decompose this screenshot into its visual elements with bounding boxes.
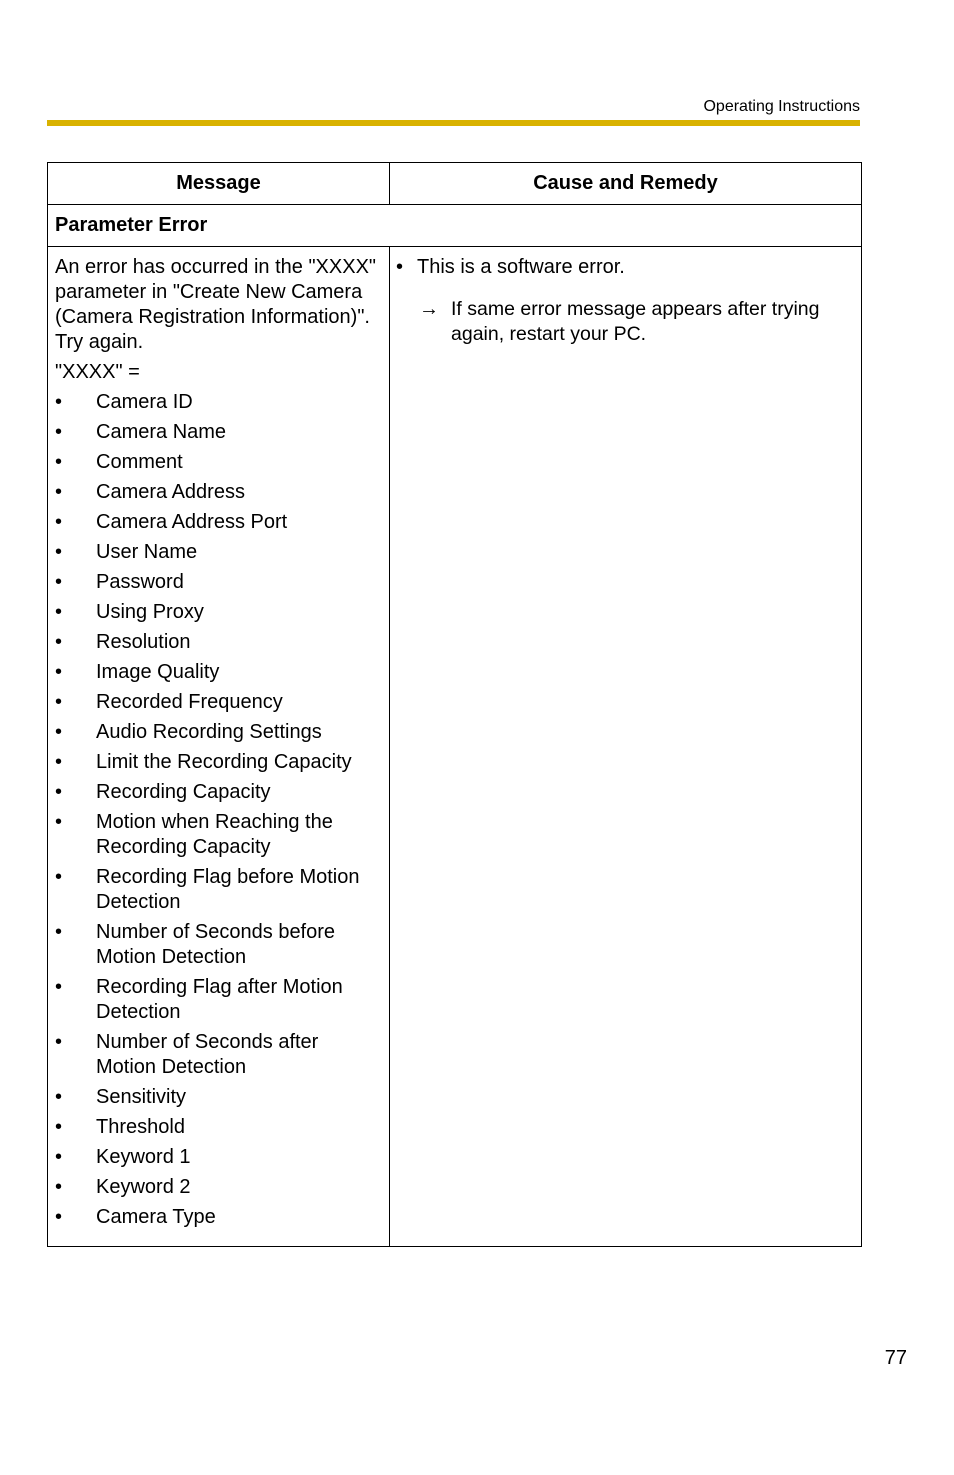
list-item (55, 570, 381, 595)
error-table (47, 162, 862, 1247)
list-item (55, 600, 381, 625)
parameter-name: Audio Recording Settings (96, 721, 322, 743)
parameter-name: Sensitivity (96, 1086, 187, 1108)
parameter-name: Camera Type (96, 1206, 216, 1228)
list-item (55, 1175, 381, 1200)
parameter-name: Camera Address (96, 481, 245, 503)
message-parameter-label: "XXXX" = (55, 361, 140, 383)
parameter-name: Recorded Frequency (96, 691, 283, 713)
bullet-icon: • (55, 421, 63, 443)
parameter-name: Resolution (96, 631, 191, 653)
list-item (55, 630, 381, 655)
list-item (55, 690, 381, 715)
bullet-icon: • (55, 751, 63, 773)
parameter-name: User Name (96, 541, 198, 563)
parameter-name: Limit the Recording Capacity (96, 751, 352, 773)
bullet-icon: • (55, 481, 63, 503)
column-header-message: Message (48, 163, 390, 205)
list-item (55, 750, 381, 775)
list-item (55, 480, 381, 505)
table-header-row (48, 163, 862, 205)
parameter-name: Image Quality (96, 661, 220, 683)
bullet-icon: • (55, 631, 63, 653)
list-item (55, 1085, 381, 1110)
message-text: An error has occurred in the "XXXX" parameter in "Create New Camera (Camera Registration Information)". Try again. (55, 256, 377, 353)
list-item (55, 510, 381, 535)
parameter-name: Keyword 1 (96, 1146, 191, 1168)
parameter-name: Recording Flag before Motion Detection (96, 866, 360, 913)
bullet-icon: • (396, 256, 404, 278)
running-header: Operating Instructions (703, 98, 860, 115)
section-title: Parameter Error (48, 205, 862, 247)
bullet-icon: • (55, 661, 63, 683)
bullet-icon: • (55, 601, 63, 623)
parameter-name: Motion when Reaching the Recording Capacity (96, 811, 333, 858)
list-item (55, 865, 381, 915)
bullet-icon: • (55, 391, 63, 413)
bullet-icon: • (55, 691, 63, 713)
list-item (55, 540, 381, 565)
bullet-icon: • (55, 541, 63, 563)
list-item (55, 390, 381, 415)
list-item (55, 1145, 381, 1170)
section-row (48, 205, 862, 247)
bullet-icon: • (55, 866, 63, 888)
list-item (55, 450, 381, 475)
bullet-icon: • (55, 1086, 63, 1108)
column-header-cause-remedy: Cause and Remedy (390, 163, 862, 205)
parameter-name: Camera Name (96, 421, 227, 443)
bullet-icon: • (55, 721, 63, 743)
list-item (55, 1115, 381, 1140)
list-item (55, 1030, 381, 1080)
parameter-name: Camera Address Port (96, 511, 288, 533)
parameter-name: Number of Seconds before Motion Detection (96, 921, 336, 968)
page-number: 77 (884, 1347, 907, 1369)
bullet-icon: • (55, 1031, 63, 1053)
header-rule (47, 120, 860, 126)
cause-remedy-cell (390, 247, 862, 1247)
list-item (55, 810, 381, 860)
message-cell (48, 247, 390, 1247)
parameter-name: Comment (96, 451, 183, 473)
parameter-name: Recording Capacity (96, 781, 271, 803)
bullet-icon: • (55, 781, 63, 803)
bullet-icon: • (55, 511, 63, 533)
parameter-name: Recording Flag after Motion Detection (96, 976, 343, 1023)
remedy-item (396, 297, 853, 347)
bullet-icon: • (55, 1116, 63, 1138)
table-row (48, 247, 862, 1247)
list-item (55, 420, 381, 445)
bullet-icon: • (55, 1176, 63, 1198)
parameter-name: Threshold (96, 1116, 185, 1138)
parameter-name: Password (96, 571, 184, 593)
parameter-name: Keyword 2 (96, 1176, 191, 1198)
bullet-icon: • (55, 571, 63, 593)
bullet-icon: • (55, 1206, 63, 1228)
bullet-icon: • (55, 451, 63, 473)
cause-item (396, 255, 853, 280)
bullet-icon: • (55, 921, 63, 943)
bullet-icon: • (55, 976, 63, 998)
list-item (55, 720, 381, 745)
list-item (55, 1205, 381, 1230)
parameter-name: Using Proxy (96, 601, 204, 623)
parameter-name: Camera ID (96, 391, 193, 413)
bullet-icon: • (55, 1146, 63, 1168)
list-item (55, 660, 381, 685)
cause-text: This is a software error. (417, 256, 625, 278)
bullet-icon: • (55, 811, 63, 833)
remedy-text: If same error message appears after trying again, restart your PC. (451, 298, 820, 345)
arrow-right-icon: → (419, 298, 439, 320)
parameter-name: Number of Seconds after Motion Detection (96, 1031, 319, 1078)
list-item (55, 780, 381, 805)
list-item (55, 975, 381, 1025)
list-item (55, 920, 381, 970)
parameter-list (55, 390, 381, 1230)
